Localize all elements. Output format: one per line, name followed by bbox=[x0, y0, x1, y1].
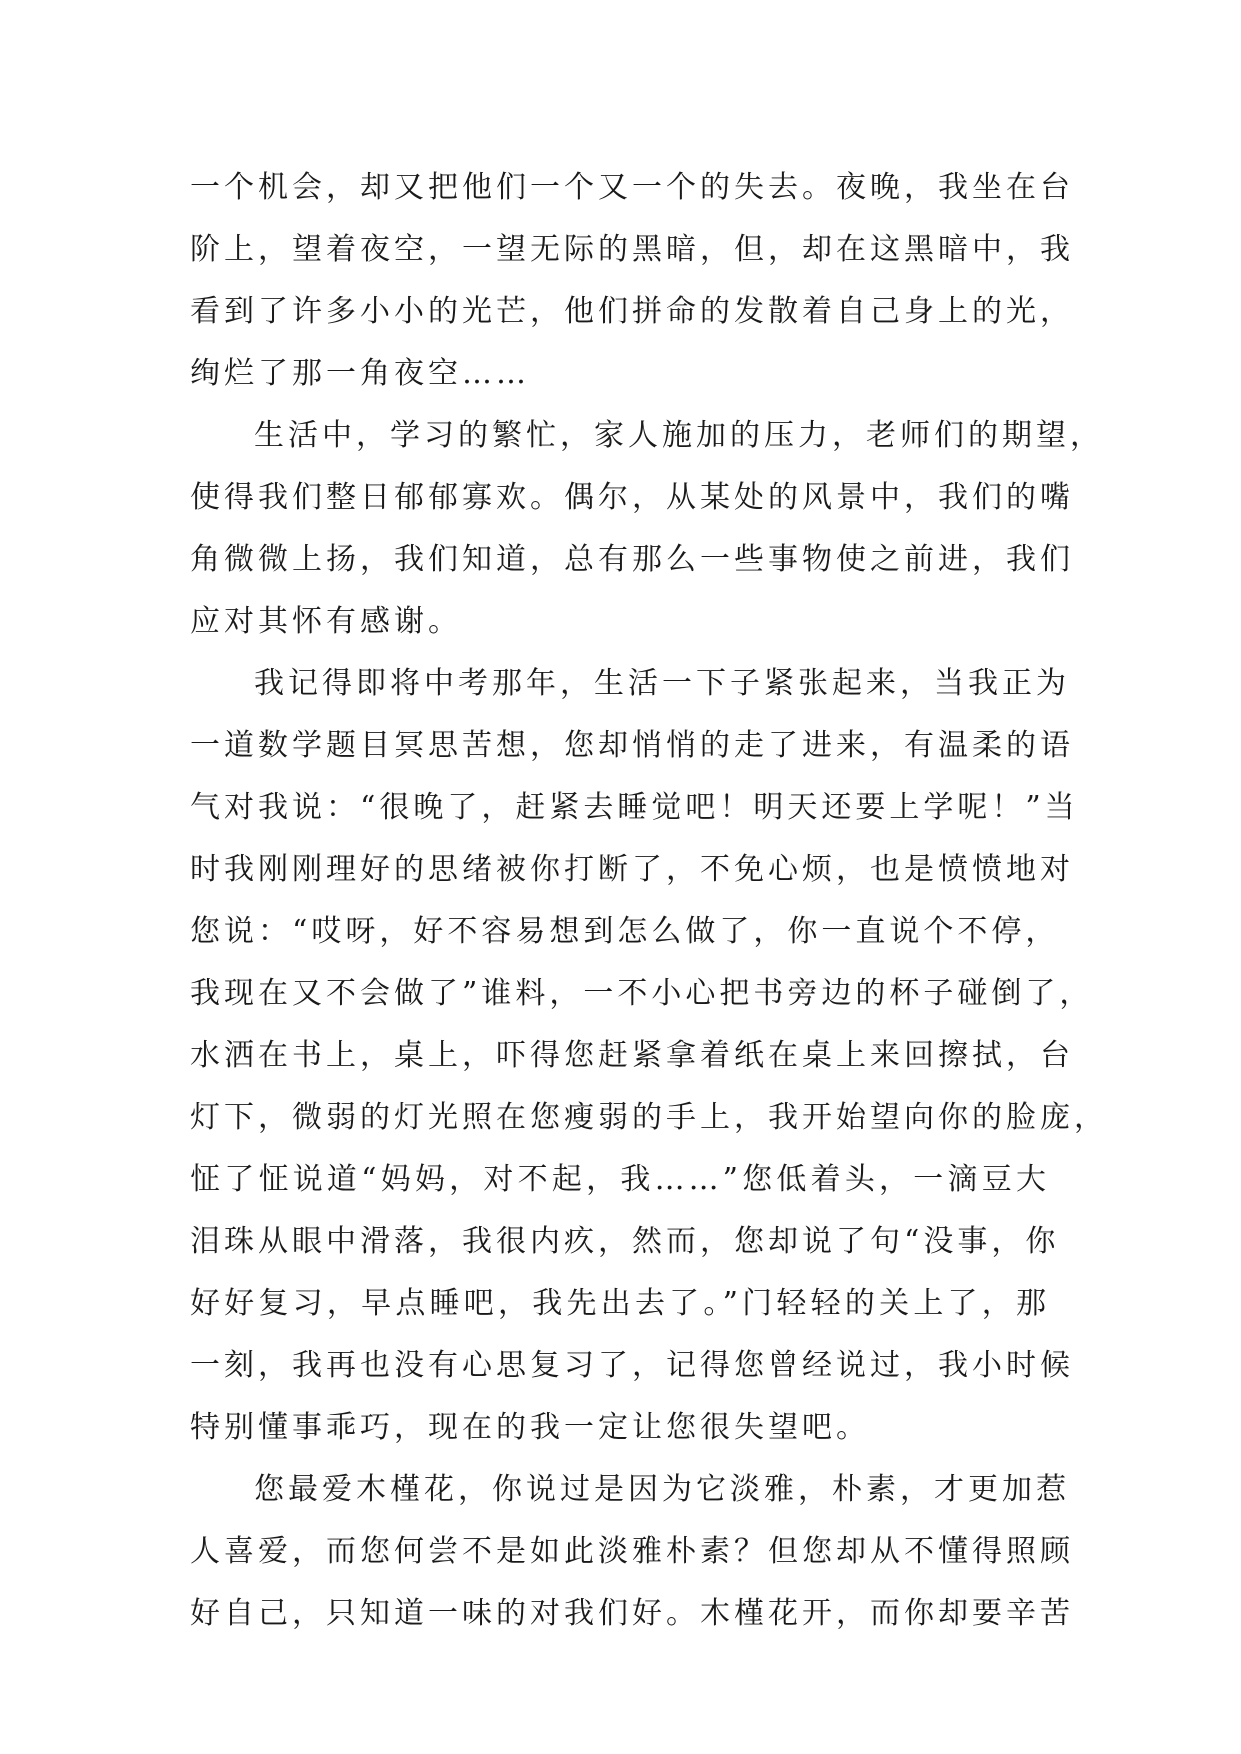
text-line: 时我刚刚理好的思绪被你打断了，不免心烦，也是愤愤地对 bbox=[190, 852, 1074, 887]
text-line: 使得我们整日郁郁寡欢。偶尔，从某处的风景中，我们的嘴 bbox=[190, 480, 1074, 515]
text-line: 水洒在书上，桌上，吓得您赶紧拿着纸在桌上来回擦拭，台 bbox=[190, 1038, 1074, 1073]
text-line: 好好复习，早点睡吧，我先出去了。”门轻轻的关上了，那 bbox=[190, 1286, 1050, 1321]
paragraph-first-line: 您最爱木槿花，你说过是因为它淡雅，朴素，才更加惹 bbox=[254, 1472, 1070, 1507]
text-line: 看到了许多小小的光芒，他们拼命的发散着自己身上的光， bbox=[190, 294, 1074, 329]
text-line: 一刻，我再也没有心思复习了，记得您曾经说过，我小时候 bbox=[190, 1348, 1074, 1383]
text-line: 一道数学题目冥思苦想，您却悄悄的走了进来，有温柔的语 bbox=[190, 728, 1074, 763]
text-line: 绚烂了那一角夜空…… bbox=[190, 356, 530, 391]
text-line: 人喜爱，而您何尝不是如此淡雅朴素？但您却从不懂得照顾 bbox=[190, 1534, 1074, 1569]
text-line: 我现在又不会做了”谁料，一不小心把书旁边的杯子碰倒了， bbox=[190, 976, 1094, 1011]
text-line: 一个机会，却又把他们一个又一个的失去。夜晚，我坐在台 bbox=[190, 170, 1074, 205]
essay-body bbox=[190, 157, 1108, 1645]
paragraph-first-line: 我记得即将中考那年，生活一下子紧张起来，当我正为 bbox=[254, 666, 1070, 701]
text-line: 气对我说：“很晚了，赶紧去睡觉吧！明天还要上学呢！”当 bbox=[190, 790, 1079, 825]
text-line: 阶上，望着夜空，一望无际的黑暗，但，却在这黑暗中，我 bbox=[190, 232, 1074, 267]
text-line: 您说：“哎呀，好不容易想到怎么做了，你一直说个不停， bbox=[190, 914, 1060, 949]
text-line: 怔了怔说道“妈妈，对不起，我……”您低着头，一滴豆大 bbox=[190, 1162, 1050, 1197]
text-line: 特别懂事乖巧，现在的我一定让您很失望吧。 bbox=[190, 1410, 870, 1445]
paragraph-first-line: 生活中，学习的繁忙，家人施加的压力，老师们的期望， bbox=[254, 418, 1104, 453]
text-line: 好自己，只知道一味的对我们好。木槿花开，而你却要辛苦 bbox=[190, 1596, 1074, 1631]
text-line: 角微微上扬，我们知道，总有那么一些事物使之前进，我们 bbox=[190, 542, 1074, 577]
text-line: 灯下，微弱的灯光照在您瘦弱的手上，我开始望向你的脸庞， bbox=[190, 1100, 1108, 1135]
text-line: 应对其怀有感谢。 bbox=[190, 604, 462, 639]
text-line: 泪珠从眼中滑落，我很内疚，然而，您却说了句“没事，你 bbox=[190, 1224, 1060, 1259]
